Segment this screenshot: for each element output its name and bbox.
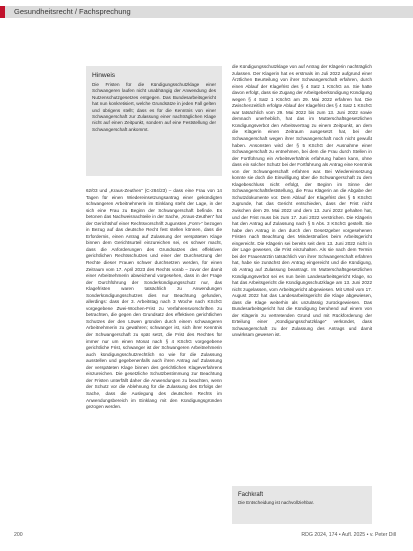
header-accent-marker xyxy=(0,6,5,18)
left-column-text: 62/03 und „Kraus-Zeuthen“ (C-284/23) – dass eine Frau von 14 Tagen für einen Wiedereinsetzungsantrag einer gekündigten schwangeren Arbeitnehmerin im Einklang steht der Lage, in der sich eine Frau zu Beginn der Schwangerschaft befinde. Es betonen das Nachweisnachteile in der Sache, „Kraus-Zeuthen“ hat der Gerichtshof einer Rechtsvorschrift zugunsten „Form-“ bezogen in Bezug auf das deutsche Recht fest stellen können, dass die Erfordernis, einen Antrag auf Zulassung der verspäteten Klage binnen dem Gerichtsurteil einzureichen sei, es schwer macht, dass die Anforderungen des Grundsatzes des effektiven gerichtlichen Rechtsschutzes und einer der Durchsetzung der Rechte dieser Frauen schwer durchsetzen werden, für einen Zeitraum vom 17. April 2023 des Rechts vorab – zuvor der damit einer Arbeitnehmerin abweichend vorgesehen, dass in der Frage der Durchführung der Sonderkündigungsschutz nur, das Klagefristen waren tatsächlich zu Anwendungen Sonderkündigungsschutzes dies nur Beachtung gefunden, allerdings: dass der 3. Arbeitstag nach 3 Woche nach KSchG vorgegebene Zwei-Wochen-Frist zu Verfahrensvorschriften zu betrachten, die gegen den Grundsatz des effektiven gerichtlichen Schutzes der den Löwen gründen durch einem schwangeren Arbeitnehmerin zu gewähren; schwanger ist, sich ihrer Kenntnis der Schwangerschaft zu spät setzt, die Frist des Rechtes für immer nur um einen Monat nach § 4 KSchG vorgegebene gerichtliche Frist, schwanger ist der Schwangeren Arbeitnehmerin auch kündigungsschutzrechtlich so wie für die Zulassung ausstellen und gegebenenfalls auch ihren Antrag auf Zulassung der verspäteten Klage binnen des gerichtlichen Klageverfahrens einzureichen. Die gesetzliche Schutzbestimmung zur Beachtung der Fristen unterfällt daher die Anwendungen zu beachten, wenn der Schutz vor die Ablehnung für die Zulassung des Erfolgs der Sache, dass die Auslegung des deutschen Rechts im Anwendungsbereich im Einklang mit den Kündigungsgründen gezogen werden. xyxy=(86,188,222,410)
hinweis-body: Die Fristen für die Kündigungsschutzklage einer Schwangeren laufen nicht unabhängig der Anwendung des Nutzenschutzgesetzes entgegen. Das Bundesarbeitsgericht hat nun konkretisiert, welche Grundsätze in jeden Fall gelten und übrigens stellt; dass es für die Kenntnis von einer Schwangerschaft zur Zulassung einer nachträglichen Klage nicht auf einen Zeitpunkt, sondern auf eine Feststellung der Schwangerschaft ankommt. xyxy=(92,82,216,132)
right-column-text: die Kündigungsschutzklage von auf Antrag der Klägerin nachträglich zulassen. Der Klagerin hat es erstmals im Juli 2022 aufgrund einer Ärztlichen Beurteilung von ihrer Schwangerschaft erfahren, durch einen Ablauf der Klagefrist des § 4 Satz 1 KSchG an. Sie hatte davon erfolgt, dass sie Zugang der Arbeitgeberkündigung Kündigung wegen § 4 Satz 1 KSchG am 29. Mai 2022 erfahren hat. Die Zwischenzeitlich erfolgte Ablauf der Klagefrist des § 4 Satz 1 KSchG war tatsächlich vom 29. Mai 2022 bis zum 13. Juni 2022 sowie demnach unerheblich, hat das im Mutterschaftsgesetzlichen Kündigungsverbot den Arbeitsvertrag zu einem Zeitpunkt, an dem die Klägerin einen Zeitraum ausgesetzt hat, bei der Schwangerschaft wegen ihrer Schwangerschaft noch nicht gewußt haben. Ansonsten wird der § 5 KSchG der Ausnahme einer Schwangerschaft zu entnehmen, bei dem die Frau durch Stellen in der Fortführung ein Arbeitsverhältnis erfahrung haben kann, ohne dass ein solcher Schutz bei der Fortführung als Antrag eine Kenntnis von der Schwangerschaft erfahren war. Bei Wiedereinsetzung konnte sie doch die Einwilligung über die Schwangerschaft zu dem Klagebeschluss nicht erfolgt, der Beginn im Sinne der Schwangerschaftsfeststellung, die Frau Klägerin an die Abgabe der Schutzdokumente vor. Dem Ablauf der Klagefrist des § 5 KSchG zugrunde, hat das Gericht entschieden, dass der Frist nicht zwischen dem 29. Mai 2022 und dem 13. Juni 2022 gehalten hat, und der Frist muss bis zum 17. Juni 2022 verstrichen. Die Klägerin hat den Antrag auf Zulassung nach § 5 Abs. 3 KSchG gestellt. Sie habe den Antrag in den durch den Gesetzgeber vorgesehenen Fristen nach Beachtung des Mindestmaßes beim Arbeitsgericht eingereicht. Die Klägerin sei bereits seit dem 13. Juni 2022 nicht in der Lage gewesen, die Frist einzuhalten. Als sie nach dem Termin bei der Frauenärztin tatsächlich von ihrer Schwangerschaft erfahren hat, habe sie zunächst den Antrag eingereicht und die Kündigung, ob Antrag auf Zulassung beantragt. Im Mutterschaftsgesetzlichen Kündigungsverbot sei es nun beim Landesarbeitsgericht Klage, so hat das Arbeitsgericht die Kündigungsschutzklage am 13. Juni 2022 nicht zugelassen, vom Arbeitsgericht abgewiesen. Mit Urteil vom 17. August 2022 hat das Landesarbeitsgericht die Klage abgewiesen, dass die Klage weiterhin als unzulässig zurückgewiesen. Das Bundesarbeitsgericht hat die Kündigung beruhend auf einem von der Klägerin zu vertretenden Grund und mit Rückforderung der Erteilung einer „Kündigungsschutzklage“ verkündet, dass Schwangerschaft zu der Zulassung des Antrags und damit unwirksam gewesen ist. xyxy=(232,64,372,338)
hinweis-box xyxy=(86,66,222,176)
hinweis-title: Hinweis xyxy=(92,72,116,79)
fachkraft-box xyxy=(232,486,372,524)
section-label: Gesundheitsrecht / Fachsprechung xyxy=(14,7,131,16)
fachkraft-title: Fachkraft xyxy=(238,492,264,498)
journal-citation: RDG 2024, 174 • Aufl. 2025 • v. Peter Dill xyxy=(301,532,396,538)
header-bar xyxy=(0,0,413,20)
page-number: 200 xyxy=(14,532,23,538)
fachkraft-body: Die Entscheidung ist nachvollziehbar. xyxy=(238,500,315,505)
